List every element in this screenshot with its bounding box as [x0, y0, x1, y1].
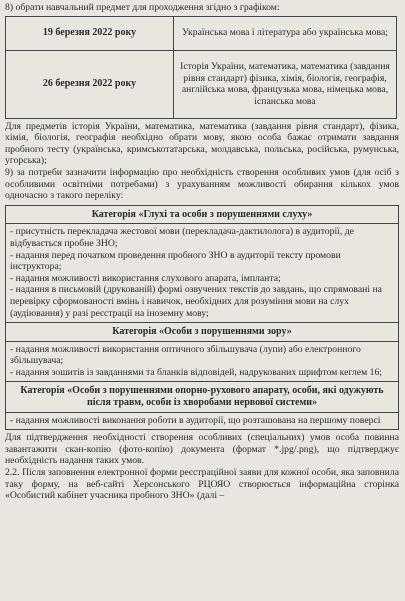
list-item: - присутність перекладача жестової мови (перекладача-дактилолога) в аудиторії, де відбувається пробне ЗНО; — [10, 226, 354, 249]
table-row — [6, 50, 397, 118]
schedule-table — [5, 16, 397, 119]
category-title: Категорія «Особи з порушеннями зору» — [6, 323, 398, 342]
category-hearing — [5, 205, 399, 323]
category-title: Категорія «Глухі та особи з порушеннями слуху» — [6, 206, 398, 225]
schedule-subjects: Історія України, математика, математика (завдання рівня стандарт) фізика, хімія, біологія, географія, англійська мова, французька мова, німецька мова, іспанська мова — [174, 50, 397, 118]
category-mobility — [5, 382, 399, 430]
schedule-date: 19 березня 2022 року — [6, 16, 174, 50]
category-items — [6, 224, 398, 322]
list-item: - надання можливості використання оптичного збільшувача (лупи) або електронного збільшувача; — [10, 343, 361, 367]
list-item: - надання перед початком проведення пробного ЗНО в аудиторії тексту промови інструктора; — [10, 249, 341, 273]
category-title: Категорія «Особи з порушеннями опорно-рухового апарату, особи, які одужують після травм, особи із хворобами нервової системи» — [6, 382, 398, 412]
table-row — [6, 16, 397, 50]
item-2-2: 2.2. Після заповнення електронної форми реєстраційної заяви для кожної особи, яка заповнила таку форму, на веб-сайті Херсонського РЦОЯО створюється інформаційна сторінка «Особистий кабінет учасника пробного ЗНО» (далі – — [5, 467, 399, 502]
category-vision — [5, 323, 399, 382]
category-items — [6, 342, 398, 382]
item-9: 9) за потреби зазначити інформацію про необхідність створення особливих умов (для осіб з особливими освітніми потребами) з урахуванням можливості обирання кількох умов одночасно з такого переліку: — [5, 166, 399, 202]
list-item: - надання можливості використання слухового апарата, імпланта; — [10, 272, 281, 284]
list-item: - надання можливості виконання роботи в аудиторії, що розташована на першому поверсі — [10, 414, 381, 426]
intro-line: 8) обрати навчальний предмет для проходження згідно з графіком: — [5, 2, 280, 13]
category-items — [6, 413, 398, 430]
list-item: - надання зошитів із завданнями та бланків відповідей, надрукованих шрифтом кеглем 16; — [10, 366, 382, 378]
list-item: - надання в письмовій (друкованій) формі озвучених текстів до завдань, що спрямовані на перевірку сформованості вмінь і навичок, необхідних для розуміння мови на слух (аудіювання) у разі реєстрації на іноземну мову; — [10, 284, 382, 319]
schedule-date: 26 березня 2022 року — [6, 50, 174, 118]
confirm-note: Для підтвердження необхідності створення особливих (спеціальних) умов особа повинна завантажити скан-копію (фото-копію) документа (формат *.jpg/.png), що підтверджує необхідність надання таких умов. — [5, 432, 399, 467]
language-note: Для предметів історія України, математика, математика (завдання рівня стандарт), фізика, хімія, біологія, географія необхідно обрати мову, якою особа бажає отримати завдання пробного тесту (українська, кримськотатарська, молдавська, польська, російська, румунська, угорська); — [5, 120, 399, 167]
schedule-subjects: Українська мова і література або українська мова; — [174, 16, 397, 50]
